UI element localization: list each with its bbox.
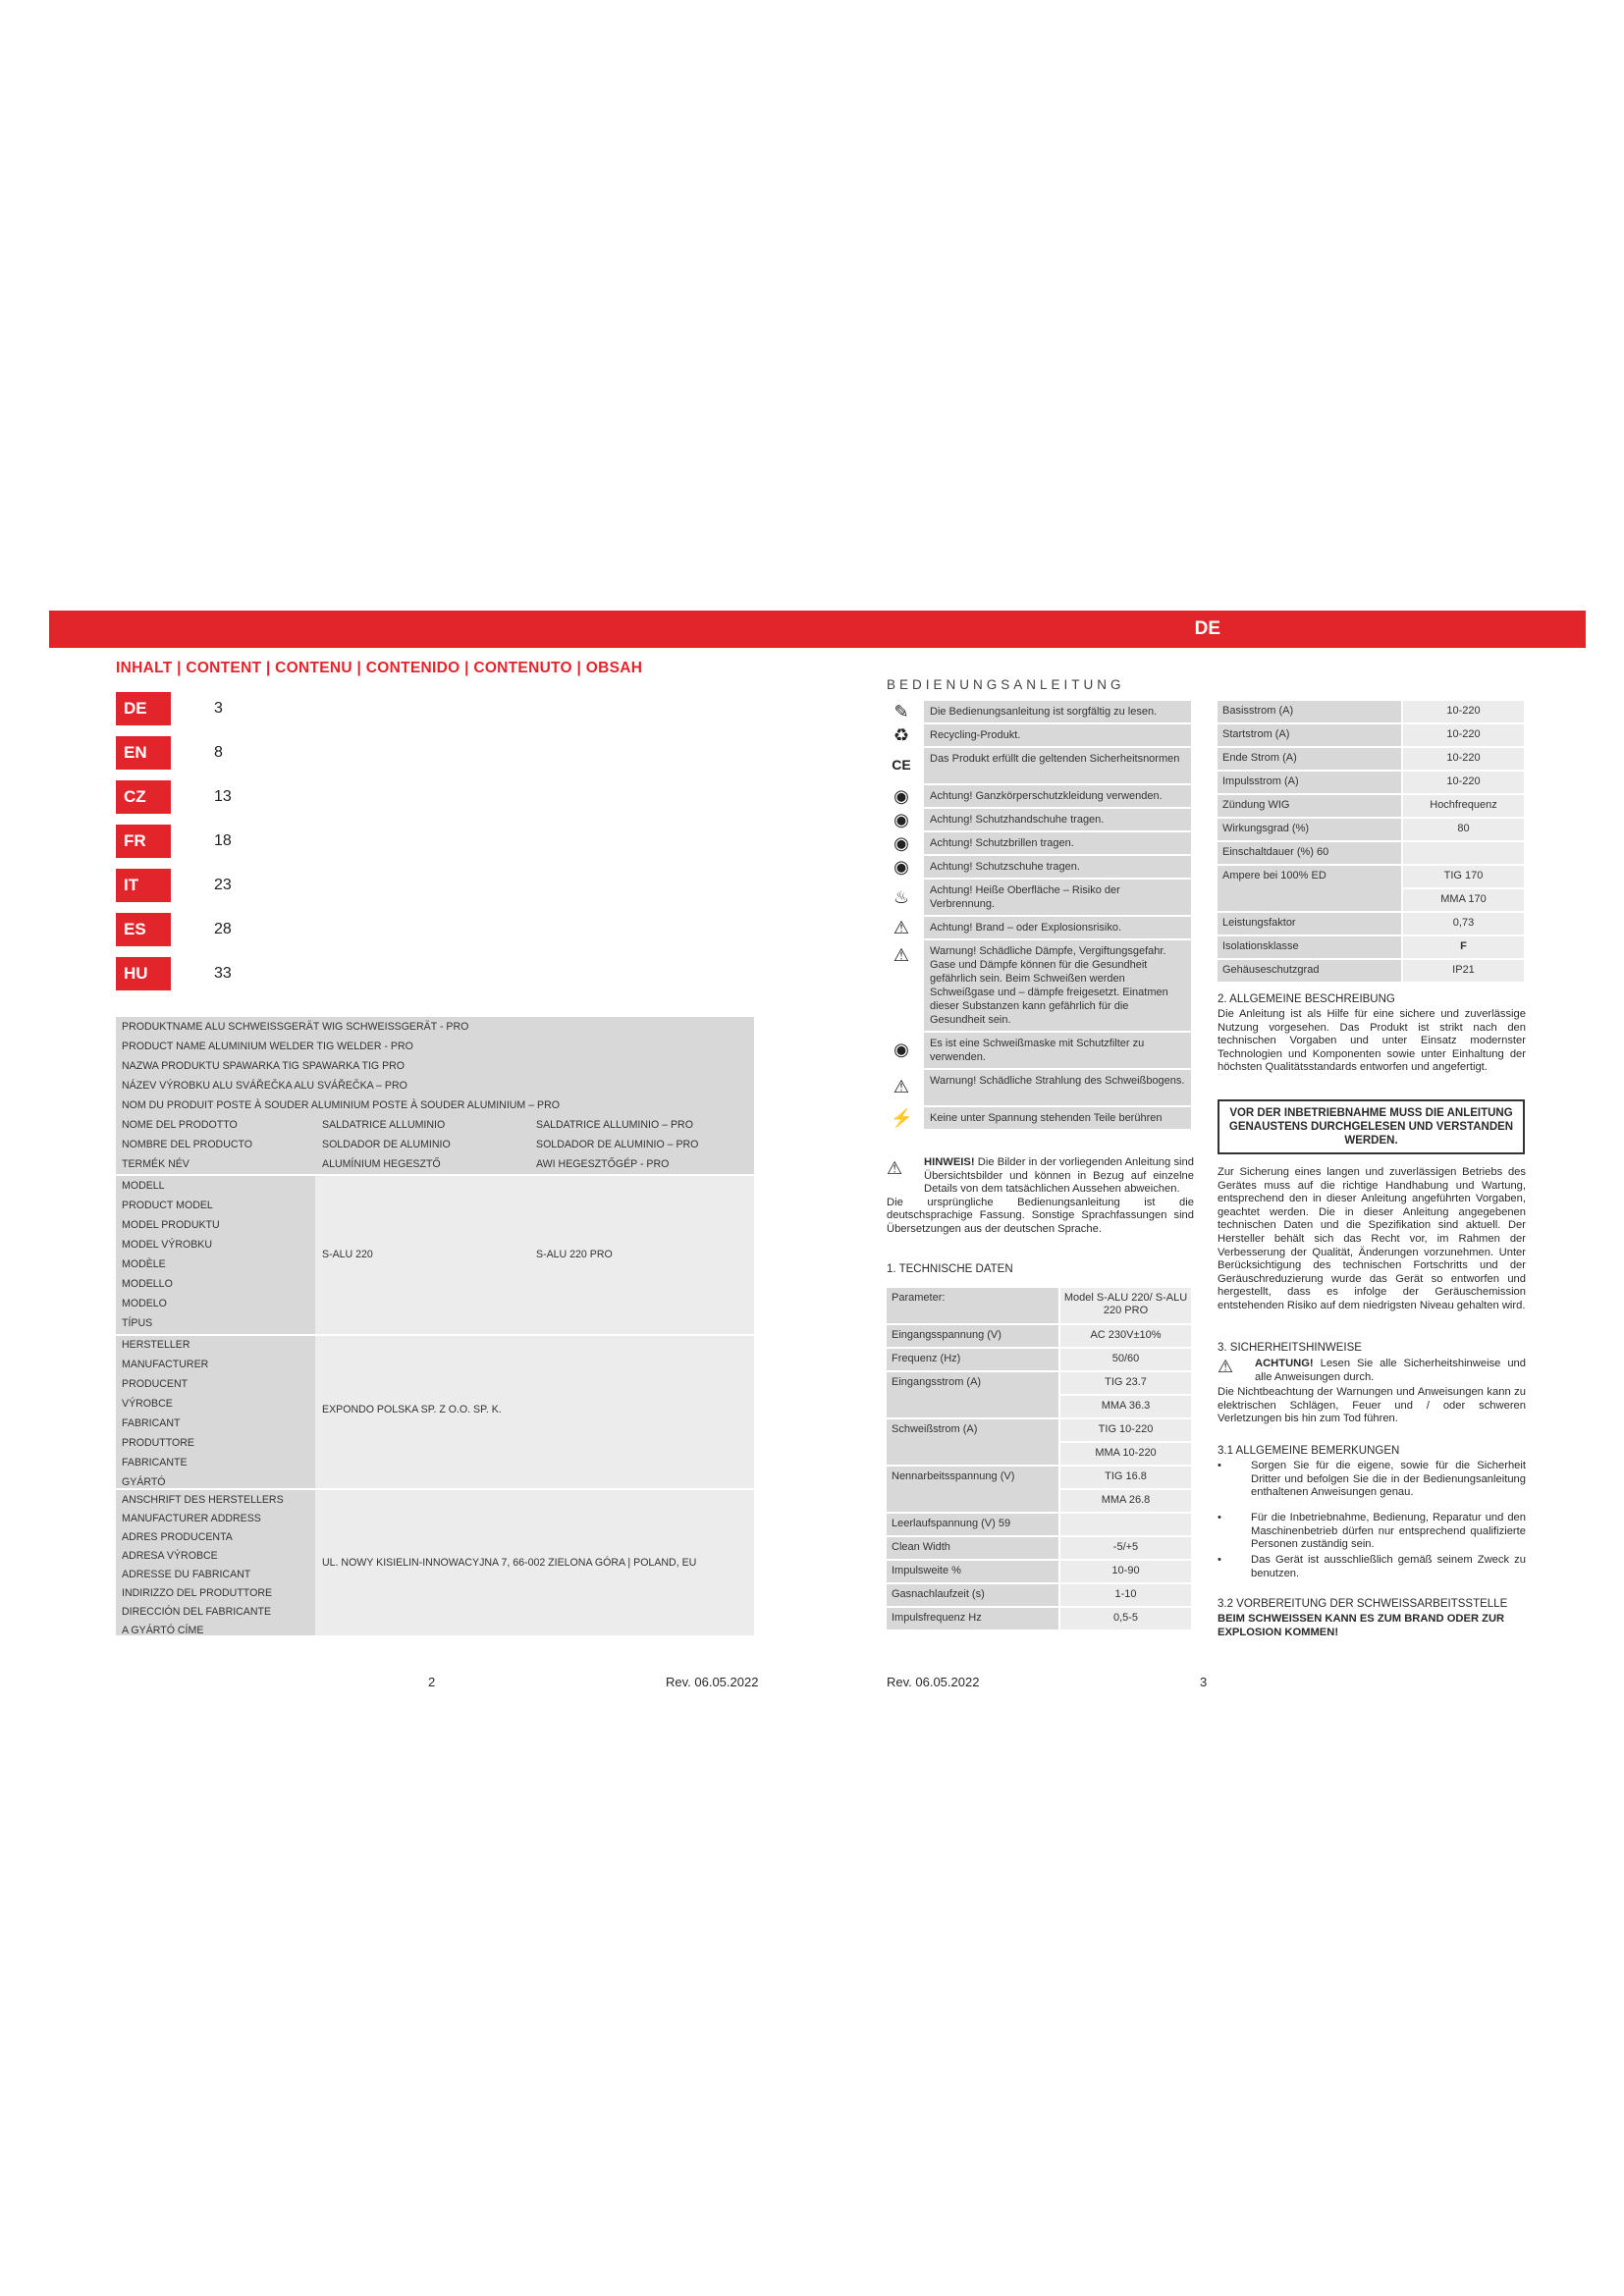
table-value: AC 230V±10% [1060,1325,1191,1347]
symbol-row [887,856,1191,878]
table-value: MMA 26.8 [1060,1490,1191,1512]
symbol-text: Recycling-Produkt. [924,724,1191,746]
toc-badge-es[interactable]: ES [116,913,171,946]
list-item-text: Das Gerät ist ausschließlich gemäß seinem Zweck zu benutzen. [1251,1554,1526,1579]
table-row [887,1349,1191,1370]
table-value: -5/+5 [1060,1537,1191,1559]
table-key: Isolationsklasse [1218,936,1401,958]
table-row [1218,960,1524,982]
address-label-en: MANUFACTURER ADDRESS [122,1513,261,1524]
symbol-text: Das Produkt erfüllt die geltenden Sicherheitsnormen [924,748,1191,783]
table-value: 10-220 [1403,772,1524,793]
recycling-bin-icon: ♻ [893,725,910,745]
manufacturer-label-cz: VÝROBCE [122,1398,173,1410]
product-name-es-label: NOMBRE DEL PRODUCTO [122,1139,253,1150]
table-key: Leerlaufspannung (V) 59 [887,1514,1058,1535]
tech-data-table [887,1288,1191,1628]
model-label-hu: TÍPUS [122,1317,153,1329]
manufacturer-label-it: PRODUTTORE [122,1437,194,1449]
protective-clothing-icon: ◉ [893,786,909,806]
toc-page-fr: 18 [214,832,232,849]
address-value: UL. NOWY KISIELIN-INNOWACYJNA 7, 66-002 ZIELONA GÓRA | POLAND, EU [322,1557,697,1569]
table-value: 10-220 [1403,701,1524,722]
table-key: Impulsfrequenz Hz [887,1608,1058,1629]
preparation-warning: BEIM SCHWEISSEN KANN ES ZUM BRAND ODER ZUR EXPLOSION KOMMEN! [1218,1613,1505,1638]
list-item-text: Für die Inbetriebnahme, Bedienung, Reparatur und den Maschinenbetrieb dürfen nur entsprechend qualifizierte Personen zuständig sein. [1251,1512,1526,1550]
model-label-cz: MODEL VÝROBKU [122,1239,213,1251]
toc-page-de: 3 [214,700,223,717]
product-name-fr: NOM DU PRODUIT POSTE À SOUDER ALUMINIUM POSTE À SOUDER ALUMINIUM – PRO [122,1099,560,1111]
table-row [887,1608,1191,1629]
table-key: Impulsweite % [887,1561,1058,1582]
bullet-dot: • [1218,1554,1221,1566]
preparation-title: 3.2 VORBEREITUNG DER SCHWEISSARBEITSSTELLE [1218,1598,1508,1610]
general-description-title: 2. ALLGEMEINE BESCHREIBUNG [1218,993,1395,1005]
table-value: 10-90 [1060,1561,1191,1582]
model-label-en: PRODUCT MODEL [122,1200,213,1211]
safety-title: 3. SICHERHEITSHINWEISE [1218,1342,1362,1354]
table-row [1218,748,1524,770]
table-row [887,1467,1191,1488]
hot-surface-icon: ♨ [893,887,910,907]
table-key: Clean Width [887,1537,1058,1559]
table-value: MMA 36.3 [1060,1396,1191,1417]
list-item [1218,1460,1526,1501]
manufacturer-label-de: HERSTELLER [122,1339,190,1351]
manufacturer-label-es: FABRICANTE [122,1457,188,1468]
table-value: 80 [1403,819,1524,840]
toc-badge-cz[interactable]: CZ [116,780,171,814]
model-label-it: MODELLO [122,1278,173,1290]
toc-page-cz: 13 [214,788,232,805]
read-manual-icon: ✎ [893,702,909,721]
symbol-text: Achtung! Schutzbrillen tragen. [924,832,1191,854]
warning-box: VOR DER INBETRIEBNAHME MUSS DIE ANLEITUNG GENAUSTENS DURCHGELESEN UND VERSTANDEN WERDEN. [1218,1099,1525,1154]
product-name-es-b: SOLDADOR DE ALUMINIO – PRO [536,1139,699,1150]
symbol-row [887,1107,1191,1129]
product-name-pl: NAZWA PRODUKTU SPAWARKA TIG SPAWARKA TIG PRO [122,1060,406,1072]
symbol-text: Warnung! Schädliche Strahlung des Schweißbogens. [924,1070,1191,1105]
model-values-cell [315,1176,754,1334]
table-row [1218,866,1524,887]
toc-page-hu: 33 [214,965,232,982]
gloves-icon: ◉ [893,810,909,829]
tech-data-table-2 [1218,701,1524,982]
symbol-row [887,1070,1191,1105]
bullet-dot: • [1218,1512,1221,1523]
list-item [1218,1554,1526,1581]
table-key: Eingangsspannung (V) [887,1325,1058,1347]
table-row [887,1396,1191,1417]
product-name-es-a: SOLDADOR DE ALUMINIO [322,1139,451,1150]
address-label-es: DIRECCIÓN DEL FABRICANTE [122,1606,272,1618]
bullet-dot: • [1218,1460,1221,1471]
note-label: HINWEIS! [924,1156,975,1168]
table-row [887,1514,1191,1535]
symbol-row [887,917,1191,938]
table-key: Wirkungsgrad (%) [1218,819,1401,840]
safety-label: ACHTUNG! [1255,1358,1314,1369]
table-key: Einschaltdauer (%) 60 [1218,842,1401,864]
table-value: F [1403,936,1524,958]
toxic-fumes-icon: ⚠ [893,945,910,965]
manual-title: BEDIENUNGSANLEITUNG [887,677,1125,692]
table-key: Gehäuseschutzgrad [1218,960,1401,982]
model-label-es: MODELO [122,1298,167,1309]
manufacturer-label-hu: GYÁRTÓ [122,1476,166,1488]
safety-text: Lesen Sie alle Sicherheitshinweise und alle Anweisungen durch. [1255,1358,1526,1383]
table-key: Nennarbeitsspannung (V) [887,1467,1058,1512]
toc-page-en: 8 [214,744,223,761]
model-label-pl: MODEL PRODUKTU [122,1219,220,1231]
model-value-a: S-ALU 220 [322,1249,373,1260]
manufacturer-value: EXPONDO POLSKA SP. Z O.O. SP. K. [322,1404,502,1415]
product-name-de: PRODUKTNAME ALU SCHWEISSGERÄT WIG SCHWEISSGERÄT - PRO [122,1021,469,1033]
product-name-it-label: NOME DEL PRODOTTO [122,1119,238,1131]
symbol-text: Es ist eine Schweißmaske mit Schutzfilter zu verwenden. [924,1033,1191,1068]
warning-icon: ⚠ [887,1158,903,1178]
table-value: TIG 10-220 [1060,1419,1191,1441]
revision-right: Rev. 06.05.2022 [887,1675,980,1689]
safety-text-2: Die Nichtbeachtung der Warnungen und Anweisungen kann zu elektrischen Schlägen, Feuer und / oder schweren Verletzungen bis hin zum Tod führen. [1218,1386,1526,1425]
address-label-de: ANSCHRIFT DES HERSTELLERS [122,1494,284,1506]
product-name-hu-label: TERMÉK NÉV [122,1158,189,1170]
ce-mark-icon: CE [892,757,911,773]
table-key: Startstrom (A) [1218,724,1401,746]
table-value: 0,5-5 [1060,1608,1191,1629]
table-row [887,1561,1191,1582]
product-name-cz: NÁZEV VÝROBKU ALU SVÁŘEČKA ALU SVÁŘEČKA – PRO [122,1080,407,1092]
note-text: Die Bilder in der vorliegenden Anleitung sind Übersichtsbilder und können in Bezug auf einzelne Details von dem tatsächlichen Aussehen abweichen. [924,1156,1194,1195]
toc-badge-en[interactable]: EN [116,736,171,770]
table-row [1218,795,1524,817]
table-key: Zündung WIG [1218,795,1401,817]
table-row [887,1584,1191,1606]
safety-note [1255,1358,1526,1384]
note-paragraph [887,1156,1194,1236]
revision-left: Rev. 06.05.2022 [666,1675,759,1689]
note-text-2: Die ursprüngliche Bedienungsanleitung ist die deutschsprachige Fassung. Sonstige Sprachfassungen sind Übersetzungen aus der deutschen Sprache. [887,1196,1194,1235]
table-value: 1-10 [1060,1584,1191,1606]
table-value: TIG 23.7 [1060,1372,1191,1394]
symbol-text: Achtung! Brand – oder Explosionsrisiko. [924,917,1191,938]
table-value: 0,73 [1403,913,1524,934]
table-row [1218,819,1524,840]
product-name-it-b: SALDATRICE ALLUMINIO – PRO [536,1119,693,1131]
symbol-text: Achtung! Heiße Oberfläche – Risiko der Verbrennung. [924,880,1191,915]
manufacturer-label-en: MANUFACTURER [122,1359,209,1370]
list-item [1218,1512,1526,1553]
product-name-hu-b: AWI HEGESZTŐGÉP - PRO [536,1158,670,1170]
language-header-bar [49,611,1586,648]
table-row [1218,889,1524,911]
symbol-row [887,701,1191,722]
page-number-right: 3 [1200,1675,1208,1689]
table-key: Ampere bei 100% ED [1218,866,1401,911]
table-key: Eingangsstrom (A) [887,1372,1058,1417]
table-row [887,1325,1191,1347]
address-label-pl: ADRES PRODUCENTA [122,1531,233,1543]
symbol-row [887,809,1191,830]
address-label-fr: ADRESSE DU FABRICANT [122,1569,251,1580]
safety-shoes-icon: ◉ [893,857,909,877]
table-header-row [887,1288,1191,1323]
table-value: TIG 16.8 [1060,1467,1191,1488]
table-key: Frequenz (Hz) [887,1349,1058,1370]
table-row [887,1443,1191,1465]
table-row [1218,772,1524,793]
table-row [887,1537,1191,1559]
toc-page-it: 23 [214,877,232,893]
model-label-de: MODELL [122,1180,165,1192]
general-description-text-2: Zur Sicherung eines langen und zuverlässigen Betriebs des Gerätes muss auf die richtige Handhabung und Wartung, entsprechend den in dieser Anleitung angeführten Vorgaben, geachtet werden. Die in dieser Anleitung angegebenen technischen Daten und die Spezifikation sind aktuell. Der Hersteller behält sich das Recht vor, im Rahmen der Verbesserung der Qualität, Änderungen vorzunehmen. Unter Berücksichtigung des technischen Fortschritts und der Geräuschreduzierung wurde das Gerät so entworfen und hergestellt, dass es infolge der Geräuschemission entstehenden Risiko auf dem niedrigsten Niveau gehalten wird. [1218,1166,1526,1311]
table-value: 10-220 [1403,724,1524,746]
product-name-it-a: SALDATRICE ALLUMINIO [322,1119,446,1131]
table-key: Impulsstrom (A) [1218,772,1401,793]
table-value: MMA 10-220 [1060,1443,1191,1465]
table-row [1218,936,1524,958]
symbol-row [887,880,1191,915]
table-key: Schweißstrom (A) [887,1419,1058,1465]
table-key: Ende Strom (A) [1218,748,1401,770]
symbol-text: Warnung! Schädliche Dämpfe, Vergiftungsgefahr. Gase und Dämpfe können für die Gesundheit gefährlich sein. Beim Schweißen werden Schweißgase und – dämpfe freigesetzt. Einatmen dieser Substanzen kann gefährlich für die Gesundheit sein. [924,940,1191,1031]
toc-page-es: 28 [214,921,232,937]
symbol-text: Die Bedienungsanleitung ist sorgfältig zu lesen. [924,701,1191,722]
list-item-text: Sorgen Sie für die eigene, sowie für die Sicherheit Dritter und befolgen Sie die in der Bedienungsanleitung enthaltenen Anweisungen genau. [1251,1460,1526,1498]
welding-mask-icon: ◉ [893,1040,909,1059]
symbol-row [887,785,1191,807]
table-row [1218,842,1524,864]
toc-title: INHALT | CONTENT | CONTENU | CONTENIDO | CONTENUTO | OBSAH [116,660,643,676]
param-header: Parameter: [887,1288,1058,1323]
toc-badge-hu[interactable]: HU [116,957,171,990]
address-label-hu: A GYÁRTÓ CÍME [122,1625,204,1636]
radiation-warning-icon: ⚠ [893,1077,910,1096]
toc-badge-de[interactable]: DE [116,692,171,725]
table-value: MMA 170 [1403,889,1524,911]
table-value [1060,1514,1191,1535]
symbol-text: Achtung! Schutzschuhe tragen. [924,856,1191,878]
model-value-b: S-ALU 220 PRO [536,1249,613,1260]
general-description-text: Die Anleitung ist als Hilfe für eine sichere und zuverlässige Nutzung vorgesehen. Das Produkt ist strikt nach den technischen Vorgaben und unter Einsatz modernster Technologien und Komponenten sowie unter Einhaltung der höchsten Qualitätsstandards entworfen und angefertigt. [1218,1008,1526,1074]
table-row [887,1419,1191,1441]
table-value [1403,842,1524,864]
general-remarks-title: 3.1 ALLGEMEINE BEMERKUNGEN [1218,1445,1400,1457]
table-row [887,1490,1191,1512]
table-value: IP21 [1403,960,1524,982]
manufacturer-label-pl: PRODUCENT [122,1378,189,1390]
address-label-cz: ADRESA VÝROBCE [122,1550,218,1562]
tech-data-title: 1. TECHNISCHE DATEN [887,1263,1013,1275]
toc-badge-fr[interactable]: FR [116,825,171,858]
table-row [1218,701,1524,722]
symbol-text: Keine unter Spannung stehenden Teile berühren [924,1107,1191,1129]
product-name-hu-a: ALUMÍNIUM HEGESZTŐ [322,1158,441,1170]
address-label-it: INDIRIZZO DEL PRODUTTORE [122,1587,273,1599]
model-header: Model S-ALU 220/ S-ALU 220 PRO [1060,1288,1191,1323]
goggles-icon: ◉ [893,833,909,853]
table-value: Hochfrequenz [1403,795,1524,817]
table-value: TIG 170 [1403,866,1524,887]
symbol-row [887,724,1191,746]
symbol-text: Achtung! Schutzhandschuhe tragen. [924,809,1191,830]
table-value: 50/60 [1060,1349,1191,1370]
warning-icon: ⚠ [1218,1357,1234,1376]
table-key: Gasnachlaufzeit (s) [887,1584,1058,1606]
symbol-row [887,1033,1191,1068]
symbol-row [887,940,1191,1031]
table-value: 10-220 [1403,748,1524,770]
electric-hazard-icon: ⚡ [891,1108,913,1128]
table-row [1218,724,1524,746]
page-number-left: 2 [428,1675,436,1689]
table-key: Leistungsfaktor [1218,913,1401,934]
model-label-fr: MODÈLE [122,1258,166,1270]
language-code: DE [1194,618,1220,639]
table-key: Basisstrom (A) [1218,701,1401,722]
product-name-en: PRODUCT NAME ALUMINIUM WELDER TIG WELDER - PRO [122,1041,413,1052]
product-info-table [116,1017,754,1635]
table-row [887,1372,1191,1394]
symbol-row [887,832,1191,854]
manufacturer-label-fr: FABRICANT [122,1417,181,1429]
table-row [1218,913,1524,934]
toc-badge-it[interactable]: IT [116,869,171,902]
symbol-text: Achtung! Ganzkörperschutzkleidung verwenden. [924,785,1191,807]
fire-warning-icon: ⚠ [893,918,910,937]
symbol-row [887,748,1191,783]
